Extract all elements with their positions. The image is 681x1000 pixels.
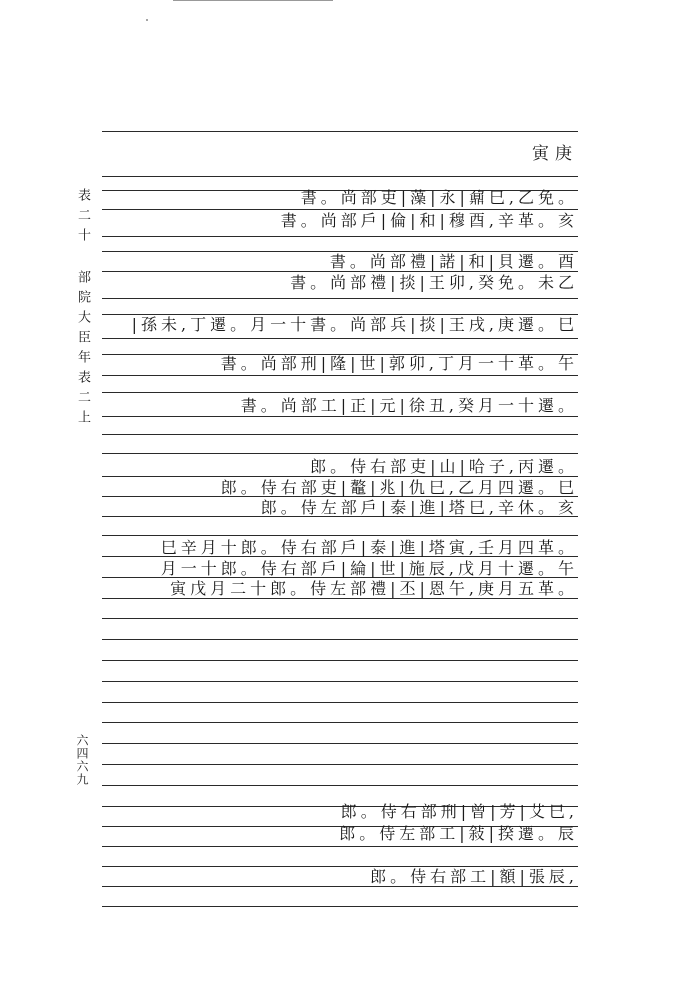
scan-speck [146, 19, 148, 21]
entry-row: 郎。侍右部吏|鼇|兆|仇巳,乙月四遷。巳 [220, 478, 578, 497]
rule-line [102, 722, 578, 723]
rule-line [102, 660, 578, 661]
entry-row: 書。尚部戶|倫|和|穆酉,辛革。亥 [280, 211, 578, 230]
rule-line [102, 906, 578, 907]
entry-row: |孫未,丁遷。月一十書。尚部兵|掞|王戌,庚遷。巳 [131, 315, 578, 334]
entry-row: 寅戊月二十郎。侍左部禮|丕|恩午,庚月五革。 [170, 579, 578, 598]
rule-line [102, 743, 578, 744]
rule-line [102, 702, 578, 703]
rule-line [102, 535, 578, 536]
entry-row: 郎。侍左部工|敍|揆遷。辰 [339, 824, 578, 843]
rule-line [102, 392, 578, 393]
rule-line [102, 298, 578, 299]
rule-line [102, 681, 578, 682]
rule-line [102, 764, 578, 765]
entry-row: 郎。侍右部工|額|張辰, [370, 867, 578, 886]
rule-line [102, 639, 578, 640]
entry-row: 書。尚部刑|隆|世|郭卯,丁月一十革。午 [220, 354, 578, 373]
entry-row: 巳辛月十郎。侍右部戶|泰|進|塔寅,壬月四革。 [160, 538, 578, 557]
entry-row: 書。尚部吏|藻|永|鼐巳,乙免。 [300, 188, 578, 207]
rule-line [102, 131, 578, 132]
rule-line [102, 176, 578, 177]
rule-line [102, 785, 578, 786]
entry-row: 月一十郎。侍右部戶|綸|世|施辰,戊月十遷。午 [160, 559, 578, 578]
rule-line [102, 846, 578, 847]
scan-artifact-line [173, 0, 333, 1]
rule-line [102, 236, 578, 237]
rule-line [102, 434, 578, 435]
entry-row: 書。尚部禮|諾|和|貝遷。酉 [329, 252, 578, 271]
entry-row: 書。尚部工|正|元|徐丑,癸月一十遷。 [240, 396, 578, 415]
entry-row: 書。尚部禮|掞|王卯,癸免。未乙 [290, 273, 578, 292]
entry-row: 郎。侍左部戶|泰|進|塔巳,辛休。亥 [260, 498, 578, 517]
side-running-title: 表二十 部院大臣年表二上 [75, 188, 90, 430]
rule-line [102, 375, 578, 376]
year-heading: 寅庚 [532, 144, 578, 164]
entry-row: 郎。侍右部吏|山|哈子,丙遷。 [310, 457, 578, 476]
entry-row: 郎。侍右部刑|曾|芳|艾巳, [340, 802, 578, 821]
rule-line [102, 618, 578, 619]
rule-line [102, 453, 578, 454]
page-number: 六四六九 [75, 734, 89, 786]
rule-line [102, 338, 578, 339]
